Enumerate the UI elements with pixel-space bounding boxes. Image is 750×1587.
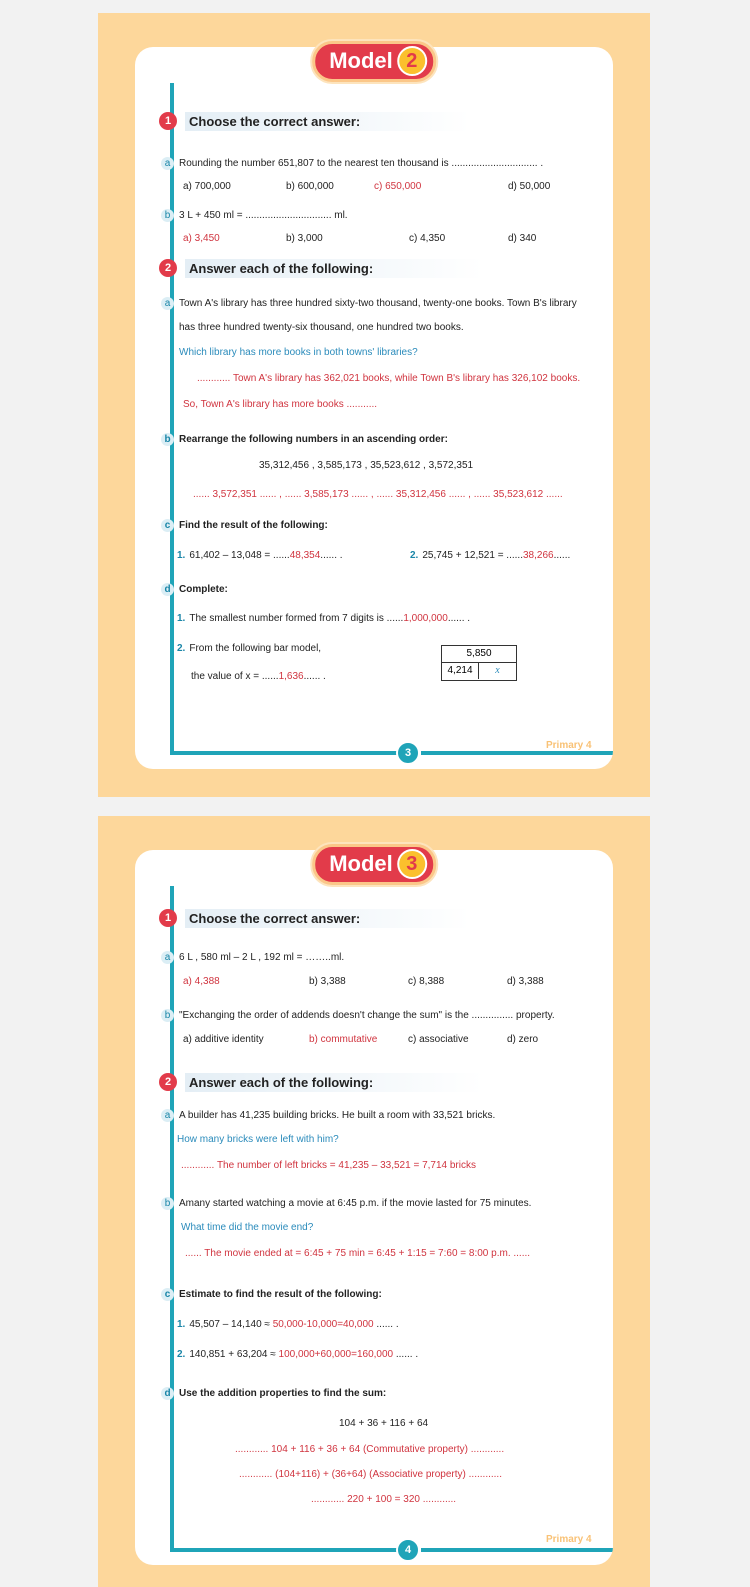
q2c-item-2: 2. 140,851 + 63,204 ≈ 100,000+60,000=160,000 ...... . (177, 1349, 419, 1360)
badge-word: Model (329, 851, 393, 876)
q2d-item-2-answer: the value of x = ......1,636...... . (191, 671, 326, 682)
q2c-item-1: 1. 45,507 – 14,140 ≈ 50,000-10,000=40,000 ...... . (177, 1319, 399, 1330)
bar-part: 4,214 (442, 663, 479, 679)
model-badge (312, 41, 436, 82)
rail-vertical (170, 83, 174, 753)
q1b-stem: b 3 L + 450 ml = ............................... ml. (161, 209, 348, 222)
page-number: 3 (396, 741, 420, 765)
q1b-option-c: c) associative (408, 1034, 469, 1045)
q1a-option-d: d) 3,388 (507, 976, 544, 987)
bar-model (441, 645, 517, 681)
q1a-stem: a Rounding the number 651,807 to the nearest ten thousand is ............................... . (161, 157, 543, 170)
badge-number: 3 (397, 849, 427, 879)
question-title: Choose the correct answer: (185, 112, 470, 131)
q1a-option-d: d) 50,000 (508, 181, 551, 192)
worksheet-page-model-3 (98, 816, 650, 1587)
question-title: Answer each of the following: (185, 1073, 483, 1092)
q2d-item-1: 1. The smallest number formed from 7 digits is ......1,000,000...... . (177, 613, 471, 624)
question-number: 1 (159, 909, 177, 927)
question-2-header (159, 1072, 483, 1092)
q2d-step-3: ............ 220 + 100 = 320 ............ (311, 1494, 457, 1505)
q2b-question: What time did the movie end? (181, 1222, 314, 1233)
question-title: Answer each of the following: (185, 259, 483, 278)
page-number: 4 (396, 1538, 420, 1562)
q1b-stem: b "Exchanging the order of addends doesn't change the sum" is the ............... property. (161, 1009, 555, 1022)
rail-vertical (170, 886, 174, 1550)
worksheet-page-model-2 (98, 13, 650, 797)
q1b-option-c: c) 4,350 (409, 233, 446, 244)
q2a-question: Which library has more books in both towns' libraries? (179, 347, 418, 358)
q2c-item-2: 2. 25,745 + 12,521 = ......38,266...... (410, 550, 571, 561)
model-badge (312, 844, 436, 885)
q1b-option-d: d) 340 (508, 233, 537, 244)
q1b-option-a: a) additive identity (183, 1034, 264, 1045)
badge-word: Model (329, 48, 393, 73)
footer-grade: Primary 4 (546, 1534, 592, 1545)
content-card (135, 850, 613, 1565)
q2c-item-1: 1. 61,402 – 13,048 = ......48,354...... . (177, 550, 343, 561)
rail-bottom-right (421, 1548, 613, 1552)
bar-total: 5,850 (442, 646, 516, 663)
rail-bottom-left (170, 1548, 398, 1552)
question-1-header (159, 908, 470, 928)
q2b-stem: b Amany started watching a movie at 6:45 p.m. if the movie lasted for 75 minutes. (161, 1197, 531, 1210)
q1b-option-b: b) commutative (309, 1034, 378, 1045)
bar-unknown: x (495, 665, 500, 676)
q2d-stem: d Use the addition properties to find the sum: (161, 1387, 386, 1400)
q2c-stem: c Find the result of the following: (161, 519, 328, 532)
q2d-expression: 104 + 36 + 116 + 64 (339, 1418, 429, 1429)
rail-bottom-left (170, 751, 398, 755)
q1b-option-a: a) 3,450 (183, 233, 220, 244)
q2d-step-2: ............ (104+116) + (36+64) (Associative property) ............ (239, 1469, 502, 1480)
q1a-option-a: a) 700,000 (183, 181, 231, 192)
question-number: 1 (159, 112, 177, 130)
content-card (135, 47, 613, 769)
q2a-answer-1: ............ Town A's library has 362,021 books, while Town B's library has 326,102 books. (197, 373, 581, 384)
q1a-option-b: b) 600,000 (286, 181, 334, 192)
question-1-header (159, 111, 470, 131)
q2b-answer: ...... 3,572,351 ...... , ...... 3,585,173 ...... , ...... 35,312,456 ...... , ...... 35,523,612 ...... (193, 489, 563, 500)
q2a-stem: a A builder has 41,235 building bricks. He built a room with 33,521 bricks. (161, 1109, 495, 1122)
q2a-line-2: has three hundred twenty-six thousand, one hundred two books. (179, 322, 464, 333)
question-number: 2 (159, 259, 177, 277)
q2a-question: How many bricks were left with him? (177, 1134, 339, 1145)
q1a-stem: a 6 L , 580 ml – 2 L , 192 ml = ……..ml. (161, 951, 344, 964)
q2b-numbers: 35,312,456 , 3,585,173 , 35,523,612 , 3,572,351 (259, 460, 474, 471)
q2b-stem: b Rearrange the following numbers in an ascending order: (161, 433, 448, 446)
q1a-option-c: c) 650,000 (374, 181, 422, 192)
q2c-stem: c Estimate to find the result of the following: (161, 1288, 382, 1301)
q1b-option-d: d) zero (507, 1034, 539, 1045)
footer-grade: Primary 4 (546, 740, 592, 751)
q2d-item-2: 2. From the following bar model, (177, 643, 322, 654)
question-number: 2 (159, 1073, 177, 1091)
q1b-option-b: b) 3,000 (286, 233, 323, 244)
rail-bottom-right (421, 751, 613, 755)
question-title: Choose the correct answer: (185, 909, 470, 928)
q2d-step-1: ............ 104 + 116 + 36 + 64 (Commutative property) ............ (235, 1444, 505, 1455)
question-2-header (159, 258, 483, 278)
badge-number: 2 (397, 46, 427, 76)
q1a-option-c: c) 8,388 (408, 976, 445, 987)
q2d-stem: d Complete: (161, 583, 228, 596)
q2a-answer-2: So, Town A's library has more books ........... (183, 399, 378, 410)
q1a-option-b: b) 3,388 (309, 976, 346, 987)
q1a-option-a: a) 4,388 (183, 976, 220, 987)
q2a-line-1: a Town A's library has three hundred sixty-two thousand, twenty-one books. Town B's library (161, 297, 577, 310)
q2b-answer: ...... The movie ended at = 6:45 + 75 min = 6:45 + 1:15 = 7:60 = 8:00 p.m. ...... (185, 1248, 531, 1259)
q2a-answer: ............ The number of left bricks = 41,235 – 33,521 = 7,714 bricks (181, 1160, 476, 1171)
